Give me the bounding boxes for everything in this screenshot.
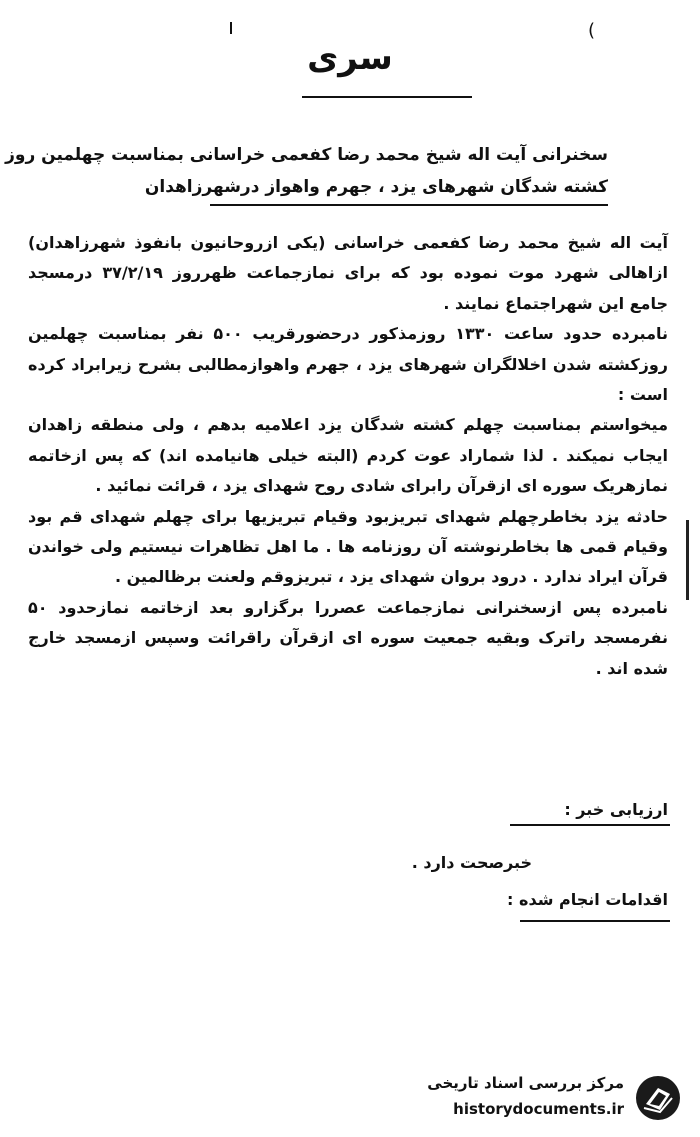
classification-heading: سری <box>307 38 393 78</box>
paragraph: نامبرده پس ازسخنرانی نمازجماعت عصررا برگزارو بعد ازخاتمه نمازحدود ۵۰ نفرمسجد راترک وبقیه جمعیت سوره ای ازقرآن راقرائت وسپس ازمسجد خارج شده اند . <box>28 597 668 678</box>
footer-org-name: مرکز بررسی اسناد تاریخی <box>427 1074 624 1092</box>
paragraph: حادثه یزد بخاطرچهلم شهدای تبریزبود وقیام تبریزیها برای چهلم شهدای قم بود وقیام قمی ها بخاطرنوشته آن روزنامه ها . ما اهل تظاهرات نیستیم ولی خواندن قرآن ایراد ندارد . درود بروان شهدای یزد ، تبریزوقم ولعنت برظالمین . <box>28 506 668 587</box>
assessment-underline <box>510 824 670 826</box>
scan-edge-mark <box>686 520 689 600</box>
corner-tick <box>230 22 232 34</box>
actions-underline <box>520 920 670 922</box>
title-underline <box>210 204 608 206</box>
document-body <box>28 228 668 684</box>
book-logo-icon <box>634 1074 682 1122</box>
assessment-label: ارزیابی خبر : <box>564 800 668 819</box>
title-line-2: کشته شدگان شهرهای یزد ، جهرم واهواز درشهرزاهدان <box>144 177 608 197</box>
actions-label: اقدامات انجام شده : <box>507 890 668 909</box>
classification-underline <box>302 96 472 98</box>
paragraph: نامبرده حدود ساعت ۱۳۳۰ روزمذکور درحضورقریب ۵۰۰ نفر بمناسبت چهلمین روزکشته شدن اخلالگران شهرهای یزد ، جهرم واهوازمطالبی بشرح زیرابراد کرده است : <box>28 324 668 405</box>
title-line-1: سخنرانی آیت اله شیخ محمد رضا کفعمی خراسانی بمناسبت چهلمین روز <box>5 145 608 165</box>
corner-mark: ( <box>588 20 596 41</box>
footer-watermark <box>410 1072 682 1128</box>
assessment-value: خبرصحت دارد . <box>411 853 532 872</box>
paragraph: میخواستم بمناسبت چهلم کشته شدگان یزد اعلامیه بدهم ، ولی منطقه زاهدان ایجاب نمیکند . لذا شماراد عوت کردم (البته خیلی هانیامده اند) که پس ازخاتمه نمازهریک سوره ای ازقرآن رابرای شادی روح شهدای یزد ، قرائت نمائید . <box>28 415 668 496</box>
footer-url: historydocuments.ir <box>453 1100 624 1118</box>
paragraph: آیت اله شیخ محمد رضا کفعمی خراسانی (یکی ازروحانیون بانفوذ شهرزاهدان) ازاهالی شهرد موت نموده بود که برای نمازجماعت ظهرروز ۳۷/۲/۱۹ درمسجد جامع این شهراجتماع نمایند . <box>28 233 669 313</box>
